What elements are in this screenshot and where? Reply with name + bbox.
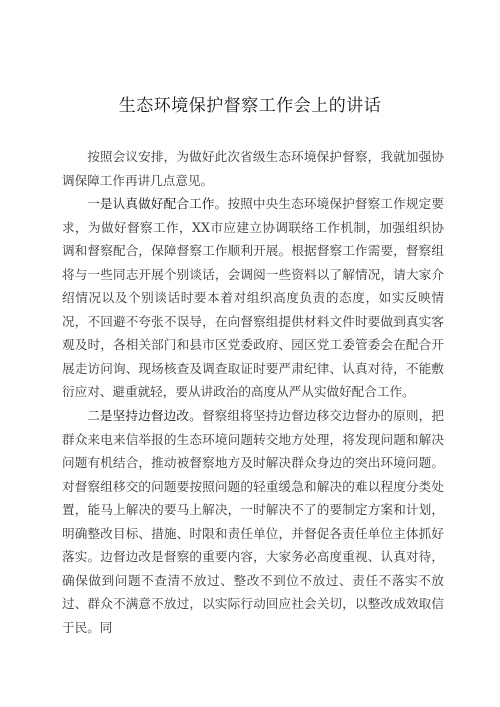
intro-paragraph: 按照会议安排，为做好此次省级生态环境保护督察，我就加强协调保障工作再讲几点意见。: [62, 149, 444, 188]
section-text-2: 督察组将坚持边督边移交边督办的原则，把群众来电来信举报的生态环境问题转交地方处理，将发现问题和解决问题有机结合，推动被督察地方及时解决群众身边的突出环境问题。对督察组移交的问题要按照问题的轻重缓急和解决的难以程度分类处置，能马上解决的要马上解决，一时解决不了的要制定方案和计划，明确整改目标、措施、时限和责任单位，并督促各责任单位主体抓好落实。边督边改是督察的重要内容，大家务必高度重视、认真对待，确保做到问题不查清不放过、整改不到位不放过、责任不落实不放过、群众不满意不放过，以实际行动回应社会关切，以整改成效取信于民。同: [62, 408, 445, 635]
section-text-1: 按照中央生态环境保护督察工作规定要求，为做好督察工作，XX市应建立协调联络工作机制，加强组织协调和督察配合，保障督察工作顺利开展。根据督察工作需要，督察组将与一些同志开展个别谈话，会调阅一些资料以了解情况，请大家介绍情况以及个别谈话时要本着对组织高度负责的态度，如实反映情况，不回避不夸张不误导，在向督察组提供材料文件时要做到真实客观及时，各相关部门和县市区党委政府、园区党工委管委会在配合开展走访问询、现场核查及调查取证时要严肃纪律、认真对待，不能敷衍应对、避重就轻，要从讲政治的高度从严从实做好配合工作。: [62, 196, 445, 400]
document-title: 生态环境保护督察工作会上的讲话: [118, 96, 382, 116]
section-paragraph-1: [62, 192, 444, 404]
document-body: [62, 145, 444, 639]
section-paragraph-2: [62, 404, 444, 639]
section-lead-1: 一是认真做好配合工作。: [87, 196, 228, 212]
section-lead-2: 二是坚持边督边改。: [87, 408, 202, 424]
